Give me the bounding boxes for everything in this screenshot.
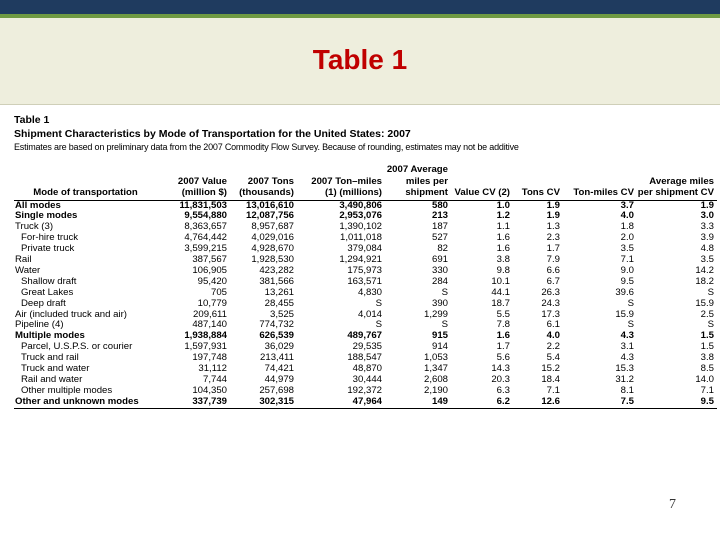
table-cell: 257,698 — [259, 385, 294, 396]
table-cell: 3.5 — [620, 244, 634, 255]
table-row — [14, 266, 717, 277]
row-label: Single modes — [15, 211, 78, 222]
table-cell: 1.6 — [496, 331, 510, 342]
table-body — [14, 200, 717, 408]
table-cell: 2,190 — [423, 385, 448, 396]
table-cell: 13,016,610 — [245, 200, 294, 211]
column-header: Tons CV — [521, 187, 560, 198]
table-cell: 3.5 — [700, 255, 714, 266]
table-cell: 6.1 — [546, 320, 560, 331]
table-cell: 9.5 — [620, 276, 634, 287]
table-label: Table 1 — [14, 114, 50, 126]
table-cell: 4,830 — [357, 287, 382, 298]
table-cell: 1.6 — [496, 233, 510, 244]
table-cell: 175,973 — [347, 265, 382, 276]
table-cell: 7,744 — [202, 375, 227, 385]
table-cell: 4.0 — [546, 331, 560, 342]
row-label: Shallow draft — [21, 276, 77, 287]
table-row — [14, 277, 717, 288]
table-cell: 213 — [431, 211, 448, 222]
table-cell: 13,261 — [264, 287, 294, 298]
table-cell: 7.1 — [546, 385, 560, 396]
table-row — [14, 222, 717, 233]
table-cell: 4.3 — [620, 331, 634, 342]
row-label: Deep draft — [21, 298, 66, 309]
row-label: Parcel, U.S.P.S. or courier — [21, 342, 133, 353]
table-cell: 580 — [431, 200, 448, 211]
table-cell: 2,953,076 — [339, 211, 382, 222]
shipment-table — [14, 164, 717, 409]
table-cell: 7.1 — [700, 385, 714, 396]
table-cell: 47,964 — [352, 396, 382, 407]
table-cell: 1,938,884 — [184, 331, 227, 342]
row-label: Truck and water — [21, 364, 90, 375]
table-cell: 24.3 — [541, 298, 560, 309]
table-cell: 48,870 — [352, 364, 382, 375]
table-cell: 1,390,102 — [339, 222, 382, 233]
table-row — [14, 288, 717, 299]
table-cell: 6.3 — [496, 385, 510, 396]
table-cell: 10,779 — [197, 298, 227, 309]
table-cell: 18.2 — [695, 276, 714, 287]
table-row — [14, 342, 717, 353]
table-cell: 14.2 — [695, 265, 714, 276]
table-cell: 187 — [431, 222, 448, 233]
row-label: Rail — [15, 255, 32, 266]
table-cell: 1,294,921 — [339, 255, 382, 266]
table-cell: 7.9 — [546, 255, 560, 266]
table-cell: 14.0 — [695, 375, 714, 385]
table-cell: 1,011,018 — [340, 233, 382, 244]
table-cell: S — [627, 298, 634, 309]
table-cell: 29,535 — [352, 342, 382, 353]
table-header-row — [14, 164, 717, 200]
table-cell: 302,315 — [259, 396, 294, 407]
table-cell: 3.0 — [700, 211, 714, 222]
table-cell: 4.3 — [620, 353, 634, 364]
table-cell: 28,455 — [264, 298, 294, 309]
table-cell: 11,831,503 — [179, 200, 227, 211]
column-header: 2007 Average miles per shipment — [386, 164, 448, 198]
column-header: Mode of transportation — [33, 187, 138, 198]
table-cell: 1.5 — [700, 331, 714, 342]
table-cell: 387,567 — [192, 255, 227, 266]
table-cell: S — [707, 320, 714, 331]
table-cell: 39.6 — [615, 287, 634, 298]
table-cell: 1.5 — [700, 342, 714, 353]
row-label: Rail and water — [21, 375, 83, 385]
table-cell: 626,539 — [259, 331, 294, 342]
table-cell: 3.7 — [620, 200, 634, 211]
table-cell: 3.1 — [620, 342, 634, 353]
table-row — [14, 211, 717, 222]
table-cell: 284 — [431, 276, 448, 287]
table-cell: 4,014 — [357, 309, 382, 320]
table-note: Estimates are based on preliminary data from the 2007 Commodity Flow Survey. Because of rounding, estimates may not be additive — [14, 142, 519, 152]
row-label: All modes — [15, 200, 61, 211]
table-cell: 3.8 — [700, 353, 714, 364]
table-cell: S — [707, 287, 714, 298]
row-label: Other multiple modes — [21, 385, 113, 396]
table-cell: 20.3 — [491, 375, 510, 385]
row-label: Water — [15, 265, 41, 276]
table-cell: 36,029 — [264, 342, 294, 353]
column-header: 2007 Value (million $) — [177, 175, 227, 198]
table-cell: 104,350 — [192, 385, 227, 396]
table-row — [14, 244, 717, 255]
table-cell: 1.3 — [546, 222, 560, 233]
table-row — [14, 200, 717, 211]
row-label: For-hire truck — [21, 233, 79, 244]
table-cell: 423,282 — [259, 265, 294, 276]
column-header: Average miles per shipment CV — [637, 175, 714, 198]
row-label: Private truck — [21, 244, 75, 255]
table-cell: 9,554,880 — [184, 211, 227, 222]
table-cell: 3.8 — [496, 255, 510, 266]
table-cell: 106,905 — [192, 265, 227, 276]
table-cell: 188,547 — [347, 353, 382, 364]
table-cell: 8,363,657 — [184, 222, 227, 233]
table-cell: 390 — [431, 298, 448, 309]
table-cell: 209,611 — [193, 309, 227, 320]
table-cell: 12,087,756 — [245, 211, 294, 222]
table-cell: S — [375, 320, 382, 331]
table-row — [14, 299, 717, 310]
page-number: 7 — [669, 497, 676, 512]
row-label: Great Lakes — [21, 287, 74, 298]
table-cell: 30,444 — [352, 375, 382, 385]
table-cell: 2,608 — [423, 375, 448, 385]
column-header: Value CV (2) — [454, 187, 510, 198]
table-cell: 6.2 — [496, 396, 510, 407]
table-cell: 8.1 — [620, 385, 634, 396]
table-cell: 44.1 — [491, 287, 510, 298]
table-cell: 1.7 — [546, 244, 560, 255]
table-row — [14, 320, 717, 331]
table-cell: 914 — [431, 342, 448, 353]
table-row — [14, 364, 717, 375]
table-cell: 12.6 — [541, 396, 560, 407]
table-cell: 7.5 — [620, 396, 634, 407]
table-cell: 915 — [431, 331, 448, 342]
table-cell: 1,299 — [423, 309, 448, 320]
table-cell: S — [627, 320, 634, 331]
table-cell: 197,748 — [192, 353, 227, 364]
table-cell: 4,764,442 — [184, 233, 227, 244]
table-cell: 1,928,530 — [251, 255, 294, 266]
table-cell: 1.9 — [546, 211, 560, 222]
table-cell: 1.0 — [496, 200, 510, 211]
table-cell: 1.9 — [700, 200, 714, 211]
table-cell: 9.0 — [620, 265, 634, 276]
table-row — [14, 386, 717, 397]
table-row — [14, 233, 717, 244]
table-cell: S — [441, 320, 448, 331]
row-label: Other and unknown modes — [15, 396, 139, 407]
table-cell: S — [441, 287, 448, 298]
table-cell: 691 — [431, 255, 448, 266]
table-cell: 1,597,931 — [184, 342, 227, 353]
column-header: 2007 Ton–miles (1) (millions) — [311, 175, 382, 198]
table-row — [14, 255, 717, 266]
table-cell: 1.1 — [496, 222, 510, 233]
table-cell: 9.8 — [496, 265, 510, 276]
table-cell: 487,140 — [192, 320, 227, 331]
table-cell: S — [375, 298, 382, 309]
table-cell: 1.8 — [620, 222, 634, 233]
table-cell: 4.8 — [700, 244, 714, 255]
table-cell: 1,347 — [423, 364, 448, 375]
table-cell: 7.8 — [496, 320, 510, 331]
table-cell: 18.7 — [491, 298, 510, 309]
table-cell: 10.1 — [491, 276, 510, 287]
table-cell: 8,957,687 — [251, 222, 294, 233]
table-cell: 1.7 — [496, 342, 510, 353]
table-cell: 15.3 — [615, 364, 634, 375]
table-cell: 337,739 — [192, 396, 227, 407]
row-label: Pipeline (4) — [15, 320, 64, 331]
table-cell: 4.0 — [620, 211, 634, 222]
table-cell: 31.2 — [615, 375, 634, 385]
table-cell: 31,112 — [198, 364, 227, 375]
table-cell: 330 — [431, 265, 448, 276]
table-cell: 6.6 — [546, 265, 560, 276]
table-cell: 5.4 — [546, 353, 560, 364]
table-row — [14, 397, 717, 408]
table-cell: 2.5 — [700, 309, 714, 320]
table-cell: 163,571 — [347, 276, 382, 287]
table-cell: 8.5 — [700, 364, 714, 375]
table-cell: 1,053 — [423, 353, 448, 364]
row-label: Truck (3) — [15, 222, 54, 233]
table-cell: 1.2 — [496, 211, 510, 222]
table-cell: 527 — [431, 233, 448, 244]
table-caption: Shipment Characteristics by Mode of Transportation for the United States: 2007 — [14, 128, 411, 140]
row-label: Air (included truck and air) — [15, 309, 127, 320]
table-cell: 489,767 — [347, 331, 382, 342]
table-cell: 9.5 — [700, 396, 714, 407]
table-cell: 149 — [431, 396, 448, 407]
table-cell: 17.3 — [541, 309, 560, 320]
slide-title: Table 1 — [312, 44, 408, 75]
table-row — [14, 331, 717, 342]
table-cell: 95,420 — [197, 276, 227, 287]
table-cell: 1.6 — [496, 244, 510, 255]
table-cell: 14.3 — [491, 364, 510, 375]
table-cell: 74,421 — [264, 364, 294, 375]
table-cell: 3,599,215 — [184, 244, 227, 255]
table-cell: 4,029,016 — [251, 233, 294, 244]
table-cell: 2.0 — [620, 233, 634, 244]
table-cell: 44,979 — [264, 375, 294, 385]
table-row — [14, 310, 717, 321]
table-cell: 1.9 — [546, 200, 560, 211]
table-cell: 4,928,670 — [251, 244, 294, 255]
table-document — [14, 114, 716, 409]
table-cell: 3,490,806 — [339, 200, 382, 211]
table-cell: 18.4 — [541, 375, 560, 385]
table-cell: 15.9 — [695, 298, 714, 309]
table-cell: 192,372 — [347, 385, 382, 396]
table-cell: 5.6 — [496, 353, 510, 364]
table-row — [14, 375, 717, 386]
table-cell: 3.3 — [700, 222, 714, 233]
top-accent-bar — [0, 0, 720, 14]
table-cell: 3,525 — [269, 309, 294, 320]
table-cell: 213,411 — [260, 353, 294, 364]
table-cell: 3.9 — [700, 233, 714, 244]
table-cell: 381,566 — [259, 276, 294, 287]
table-cell: 379,084 — [347, 244, 382, 255]
table-cell: 7.1 — [620, 255, 634, 266]
table-cell: 2.3 — [546, 233, 560, 244]
table-cell: 6.7 — [546, 276, 560, 287]
table-row — [14, 353, 717, 364]
table-cell: 774,732 — [259, 320, 294, 331]
column-header: 2007 Tons (thousands) — [239, 175, 294, 198]
table-cell: 2.2 — [546, 342, 560, 353]
column-header: Ton-miles CV — [573, 187, 634, 198]
table-cell: 705 — [210, 287, 227, 298]
table-cell: 15.2 — [541, 364, 560, 375]
table-cell: 5.5 — [496, 309, 510, 320]
row-label: Multiple modes — [15, 331, 85, 342]
table-cell: 15.9 — [615, 309, 634, 320]
row-label: Truck and rail — [21, 353, 79, 364]
table-cell: 82 — [437, 244, 448, 255]
table-cell: 26.3 — [541, 287, 560, 298]
